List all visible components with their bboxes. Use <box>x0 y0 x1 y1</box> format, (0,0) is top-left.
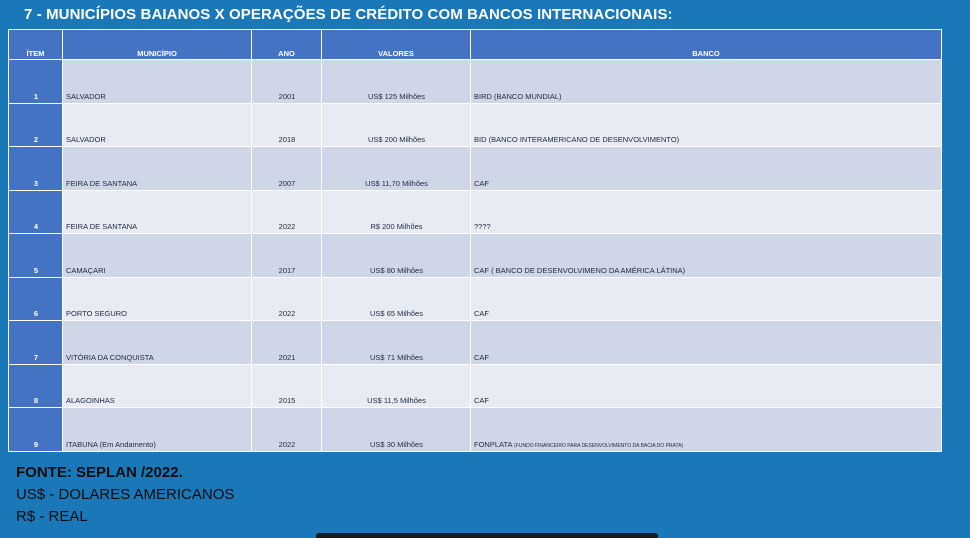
municipio-cell <box>63 321 252 365</box>
ano-cell <box>252 408 322 452</box>
banco-cell <box>471 277 942 321</box>
ano-cell <box>252 147 322 191</box>
table-row <box>9 234 942 278</box>
valor-cell-text: US$ 11,70 Milhões <box>365 178 428 188</box>
municipio-cell-text: ITABUNA (Em Andamento) <box>66 440 156 449</box>
ano-cell-text: 2015 <box>278 396 296 406</box>
item-cell-text: 9 <box>33 440 39 449</box>
valor-cell-text: US$ 71 Milhões <box>370 352 423 362</box>
valor-cell-text: US$ 65 Milhões <box>370 309 423 319</box>
municipio-cell-text: SALVADOR <box>66 135 106 145</box>
valor-cell <box>322 234 471 278</box>
banco-cell-text: BIRD (BANCO MUNDIAL) <box>474 91 562 101</box>
valor-cell-text: US$ 30 Milhões <box>370 440 423 449</box>
banco-cell-text: CAF <box>474 352 489 362</box>
valor-cell <box>322 190 471 234</box>
municipio-cell <box>63 103 252 147</box>
ano-cell-text: 2007 <box>278 178 296 188</box>
ano-cell-text: 2018 <box>278 135 296 145</box>
banco-cell-text: BID (BANCO INTERAMERICANO DE DESENVOLVIMENTO) <box>474 135 680 145</box>
banco-cell <box>471 234 942 278</box>
ano-cell-text: 2021 <box>278 352 296 362</box>
banco-cell <box>471 103 942 147</box>
item-cell-text: 2 <box>33 135 39 145</box>
item-cell-text: 5 <box>33 265 39 275</box>
credit-operations-table <box>8 29 941 452</box>
item-cell <box>9 147 63 191</box>
valor-cell <box>322 408 471 452</box>
ano-cell <box>252 321 322 365</box>
municipio-cell <box>63 408 252 452</box>
table-row <box>9 321 942 365</box>
table-row <box>9 364 942 408</box>
ano-cell <box>252 190 322 234</box>
valor-cell-text: US$ 125 Milhões <box>367 91 426 101</box>
ano-cell <box>252 60 322 104</box>
slide-title: 7 - MUNICÍPIOS BAIANOS X OPERAÇÕES DE CRÉDITO COM BANCOS INTERNACIONAIS: <box>24 6 673 23</box>
item-cell-text: 7 <box>33 352 39 362</box>
banco-cell <box>471 321 942 365</box>
municipio-cell <box>63 234 252 278</box>
item-cell <box>9 321 63 365</box>
header-ano: ANO <box>252 30 322 60</box>
valor-cell <box>322 60 471 104</box>
item-cell-text: 4 <box>33 222 39 232</box>
municipio-cell <box>63 364 252 408</box>
ano-cell <box>252 364 322 408</box>
banco-cell-text: CAF <box>474 178 489 188</box>
valor-cell-text: US$ 80 Milhões <box>370 265 423 275</box>
table-header-row <box>9 30 942 60</box>
municipio-cell <box>63 60 252 104</box>
ano-cell <box>252 103 322 147</box>
valor-cell <box>322 321 471 365</box>
item-cell <box>9 364 63 408</box>
banco-cell <box>471 60 942 104</box>
municipio-cell <box>63 147 252 191</box>
item-cell <box>9 234 63 278</box>
brl-note: R$ - REAL <box>16 508 88 525</box>
banco-cell-text: CAF <box>474 396 489 406</box>
header-item: ÍTEM <box>9 30 63 60</box>
ano-cell <box>252 234 322 278</box>
banco-cell <box>471 364 942 408</box>
footer-notes <box>16 462 234 528</box>
item-cell-text: 3 <box>33 178 39 188</box>
municipio-cell <box>63 277 252 321</box>
valor-cell-text: US$ 200 Milhões <box>367 135 426 145</box>
municipio-cell-text: PORTO SEGURO <box>66 309 127 319</box>
item-cell-text: 1 <box>33 91 39 101</box>
ano-cell-text: 2017 <box>278 265 296 275</box>
municipio-cell <box>63 190 252 234</box>
item-cell <box>9 190 63 234</box>
banco-detail-text: (FUNDO FINANCEIRO PARA DESENVOLVIMENTO DA BACIA DO PRATA) <box>514 443 684 449</box>
table-row <box>9 190 942 234</box>
table-row <box>9 60 942 104</box>
valor-cell-text: US$ 11,5 Milhões <box>367 396 426 406</box>
banco-cell-text: ???? <box>474 222 491 232</box>
banco-cell-text: CAF <box>474 309 489 319</box>
table-row <box>9 408 942 452</box>
table-row <box>9 147 942 191</box>
ano-cell-text: 2022 <box>278 222 296 232</box>
banco-cell <box>471 408 942 452</box>
banco-cell <box>471 190 942 234</box>
ano-cell <box>252 277 322 321</box>
municipio-cell-text: CAMAÇARI <box>66 265 106 275</box>
ano-cell-text: 2001 <box>278 91 296 101</box>
taskbar-edge <box>316 533 658 538</box>
item-cell <box>9 60 63 104</box>
item-cell <box>9 277 63 321</box>
valor-cell <box>322 147 471 191</box>
item-cell-text: 6 <box>33 309 39 319</box>
usd-note: US$ - DOLARES AMERICANOS <box>16 486 235 503</box>
header-valores: VALORES <box>322 30 471 60</box>
valor-cell-text: R$ 200 Milhões <box>370 222 423 232</box>
ano-cell-text: 2022 <box>278 309 296 319</box>
table-row <box>9 103 942 147</box>
table-row <box>9 277 942 321</box>
banco-cell-text: CAF ( BANCO DE DESENVOLVIMENO DA AMÉRICA LÁTINA) <box>474 265 686 275</box>
valor-cell <box>322 364 471 408</box>
municipio-cell-text: ALAGOINHAS <box>66 396 115 406</box>
item-cell <box>9 408 63 452</box>
ano-cell-text: 2022 <box>278 440 296 449</box>
municipio-cell-text: VITÓRIA DA CONQUISTA <box>66 352 154 362</box>
banco-cell <box>471 147 942 191</box>
valor-cell <box>322 277 471 321</box>
municipio-cell-text: FEIRA DE SANTANA <box>66 178 138 188</box>
municipio-cell-text: FEIRA DE SANTANA <box>66 222 138 232</box>
item-cell <box>9 103 63 147</box>
valor-cell <box>322 103 471 147</box>
header-municipio: MUNICÍPIO <box>63 30 252 60</box>
item-cell-text: 8 <box>33 396 39 406</box>
municipio-cell-text: SALVADOR <box>66 91 106 101</box>
source-note: FONTE: SEPLAN /2022. <box>16 464 183 481</box>
banco-cell-text: FONPLATA <box>474 440 515 449</box>
header-banco: BANCO <box>471 30 942 60</box>
